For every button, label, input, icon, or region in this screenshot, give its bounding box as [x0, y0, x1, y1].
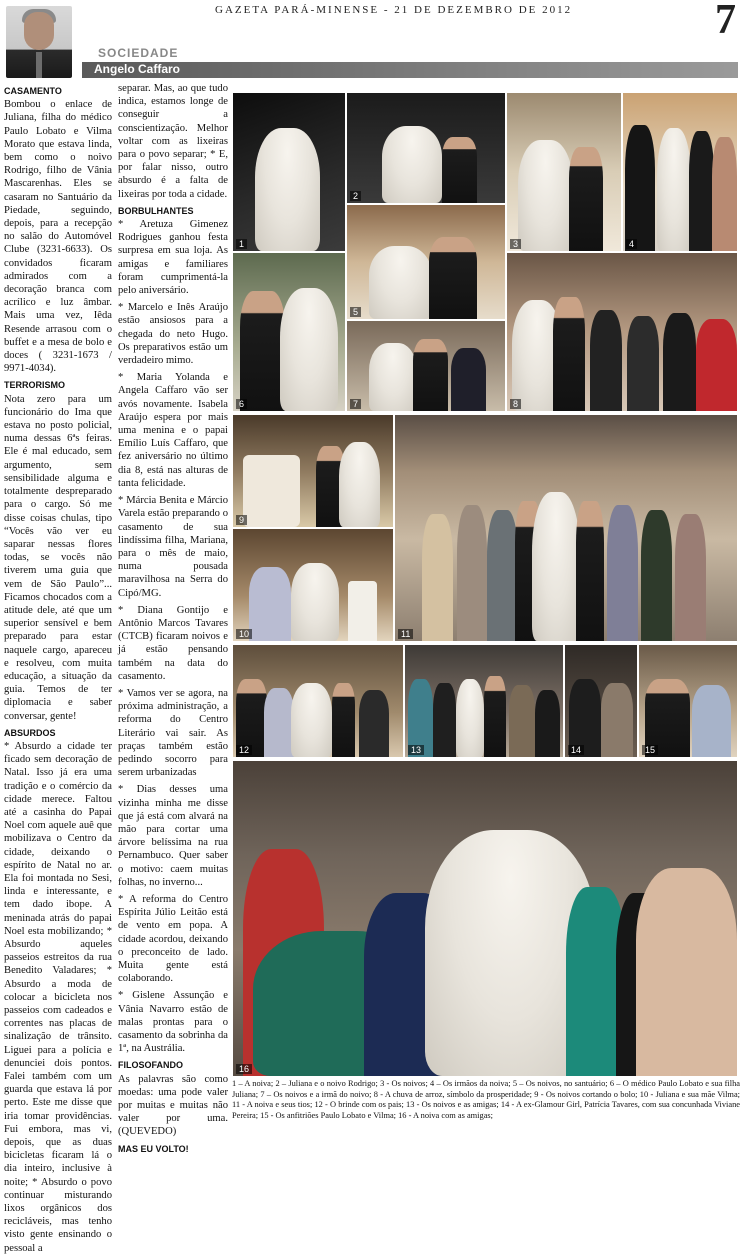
guest-figure [641, 510, 672, 641]
note-item: * Marcelo e Inês Araújo estão ansiosos para a chegada do neto Hugo. Os preparativos estão um verdadeiro mimo. [118, 302, 228, 367]
note-item: * Vamos ver se agora, na próxima administração, a reforma do Centro Literário vai sair. As praças também estão pedindo socorro para serem urbanizadas [118, 687, 228, 779]
photo-5 [346, 204, 506, 320]
note-item: * Maria Yolanda e Angela Caffaro vão ser avós novamente. Isabela Araújo espera por mais uma menina e o papai Emílio Luís Caffaro, que fez aniversário no último dia 8, está nas alturas de tanta felicidade. [118, 372, 228, 489]
paragraph-continuation: separar. Mas, ao que tudo indica, estamos longe de conseguir a conscientização. Melhor voltar com as lixeiras para o povo separar; * E, por falar nisso, outro absurdo é a falta de lixeiras por toda a cidade. [118, 83, 228, 200]
heading-filosofando: FILOSOFANDO [118, 1060, 183, 1071]
photo-7 [346, 320, 506, 412]
photo-number: 12 [236, 745, 252, 755]
paragraph-absurdos: * Absurdo a cidade ter ficado sem decoração de Natal. Isso já era uma tradição e o comércio da cidade merece. Faltou até a casinha do Papai Noel com aquele auê que mobilizava o Centro da cidade, deixando o espírito de Natal no ar. Ela foi montada no Sesi, linda e interessante, e tem dado ibope. A meninada atrás do papai Noel esta mobilizando; * Absurdo aqueles passeios estreitos da rua Benedito Valadares; * Absurdo a moda de colocar a bicicleta nos passeios com cadeados e correntes nas placas de sinalização de trânsito. Liguei para a polícia e denunciei dois pontos. Falei também com um guarda que estava lá por perto. Este me disse que iria tomar providências. Fui embora, mas vi, depois, que as duas bicicletas ficaram lá o dia inteiro, inclusive à noite; * Absurdo o povo continuar misturando lixos orgânicos dos recicláveis, mas tenho visto gente ensinando o pessoal a [4, 740, 112, 1254]
guest-figure-beige [636, 868, 737, 1076]
note-item: * Aretuza Gimenez Rodrigues ganhou festa surpresa em sua loja. As amigas e familiares foram cumprimentá-la pelo aniversário. [118, 219, 228, 297]
heading-casamento: CASAMENTO [4, 86, 62, 96]
groom-figure [413, 339, 448, 411]
photo-number: 1 [236, 239, 247, 249]
guest-figure [457, 505, 488, 641]
photo-4 [622, 92, 738, 252]
author-name: Angelo Caffaro [94, 62, 181, 76]
columnist-portrait [6, 6, 72, 78]
masthead [0, 0, 750, 82]
guest-figure [689, 131, 714, 251]
photo-number: 4 [626, 239, 637, 249]
bride-figure [280, 288, 338, 411]
hostess-figure [692, 685, 731, 757]
photo-number: 2 [350, 191, 361, 201]
bride-figure [456, 679, 484, 757]
guest-figure [627, 316, 659, 411]
photo-6 [232, 252, 346, 412]
groom-figure [484, 676, 506, 757]
bride-figure [532, 492, 580, 641]
bride-figure [291, 563, 339, 641]
guest-figure [607, 505, 638, 641]
photo-10 [232, 528, 394, 642]
photo-11 [394, 414, 738, 642]
photo-12 [232, 644, 404, 758]
uncle-figure [576, 501, 603, 641]
note-item: * Dias desses uma vizinha minha me disse que já está com alvará na mão para cortar uma árvore belíssima na rua Pernambuco. Quer saber o motivo: caem muitas folhas, no inverno... [118, 784, 228, 888]
photo-number: 16 [236, 1064, 252, 1074]
photo-number: 9 [236, 515, 247, 525]
bride-figure [518, 140, 573, 251]
newspaper-dateline: GAZETA PARÁ-MINENSE - 21 DE DEZEMBRO DE 2012 [215, 4, 573, 16]
father-figure [240, 291, 285, 411]
groom-figure [553, 297, 585, 411]
photo-number: 11 [398, 629, 413, 639]
photo-number: 14 [568, 745, 584, 755]
guest-figure [509, 685, 534, 757]
photo-16 [232, 760, 738, 1077]
quote-paragraph: As palavras são como moedas: uma pode valer por muitas e muitas não valer por uma. (QUEVEDO) [118, 1073, 228, 1138]
note-item: * Gislene Assunção e Vânia Navarro estão de malas prontas para o casamento da sobrinha da 1ª, na Austrália. [118, 990, 228, 1055]
section-title: SOCIEDADE [98, 46, 179, 60]
note-item: * A reforma do Centro Espírita Júlio Leitão está de vento em popa. A cidade acordou, deixando o preconceito de lado. Muita gente está colaborando. [118, 893, 228, 985]
guest-figure [601, 683, 633, 757]
photo-13 [404, 644, 564, 758]
note-item: * Diana Gontijo e Antônio Marcos Tavares (CTCB) ficaram noivos e já estão pensando também na data do casamento. [118, 604, 228, 682]
guest-figure [590, 310, 622, 411]
groom-figure [332, 683, 356, 757]
bride-figure [255, 128, 320, 251]
bride-figure [657, 128, 691, 251]
photo-number: 15 [642, 745, 658, 755]
wedding-cake [348, 581, 377, 641]
text-column-2 [118, 82, 228, 1156]
photo-number: 13 [408, 745, 424, 755]
heading-borbulhantes: BORBULHANTES [118, 205, 194, 216]
portrait-face [24, 12, 54, 50]
signoff: MAS EU VOLTO! [118, 1143, 189, 1154]
author-bar [82, 62, 738, 78]
guest-figure [625, 125, 655, 251]
portrait-tie [36, 52, 42, 78]
groom-figure [429, 237, 476, 319]
guest-figure [422, 514, 453, 641]
cake-table [243, 455, 301, 527]
bride-figure [291, 683, 332, 757]
photo-captions: 1 – A noiva; 2 – Juliana e o noivo Rodrigo; 3 - Os noivos; 4 – Os irmãos da noiva; 5 – Os noivos, no santuário; 6 – O médico Paulo Lobato e sua filha Juliana; 7 – Os noivos e a irmã do noivo; 8 - A chuva de arroz, símbolo da prosperidade; 9 - Os noivos cortando o bolo; 10 - Juliana e sua mãe Vilma; 11 - A noiva e seus tios; 12 - O brinde com os pais; 13 - Os noivos e as amigas; 14 - A ex-Glamour Girl, Patrícia Tavares, com sua concunhada Viviane Pereira; 15 - Os anfitriões Paulo Lobato e Vilma; 16 - A noiva com as amigas; [232, 1079, 740, 1120]
photo-15 [638, 644, 738, 758]
photo-number: 6 [236, 399, 247, 409]
photo-9 [232, 414, 394, 528]
guest-figure [712, 137, 737, 251]
bride-figure [369, 246, 432, 319]
guest-figure [535, 690, 560, 757]
guest-figure-red-dress [696, 319, 737, 411]
guest-figure [663, 313, 695, 411]
bride-figure [339, 442, 381, 527]
photo-number: 8 [510, 399, 521, 409]
photo-14 [564, 644, 638, 758]
photo-number: 7 [350, 399, 361, 409]
guest-figure [433, 683, 455, 757]
bride-figure [369, 343, 416, 411]
photo-3 [506, 92, 622, 252]
paragraph-casamento: Bombou o enlace de Juliana, filha do médico Paulo Lobato e Vilma Morato que estava linda, bem como o noivo Rodrigo, filho de Vânia Mascarenhas. Eles se casaram no Santuário da Piedade, seguindo, depois, para a recepção no salão do Automóvel Clube (3231-6633). Os convidados ficaram admirados com a decoração branca com acrílico e luz âmbar. Mais uma vez, Iêda Resende arrasou com o buffet e a mesa de bolo e doces ( 3231-1673 / 9971-4034). [4, 99, 112, 375]
photo-2 [346, 92, 506, 204]
heading-absurdos: ABSURDOS [4, 727, 56, 738]
photo-number: 10 [236, 629, 252, 639]
heading-terrorismo: TERRORISMO [4, 380, 66, 391]
page-number: 7 [715, 0, 736, 43]
guest-figure [487, 510, 518, 641]
photo-collage [232, 92, 738, 1077]
guest-figure [359, 690, 390, 757]
photo-8 [506, 252, 738, 412]
guest-figure [451, 348, 486, 411]
photo-number: 3 [510, 239, 521, 249]
mother-figure [264, 688, 295, 757]
groom-figure [569, 147, 603, 251]
photo-1 [232, 92, 346, 252]
text-column-1 [4, 82, 112, 1259]
groom-figure [442, 137, 477, 203]
bride-figure [382, 126, 442, 203]
photo-number: 5 [350, 307, 361, 317]
note-item: * Márcia Benita e Márcio Varela estão preparando o casamento de sua lindíssima filha, Mariana, para o mês de maio, numa pousada maravilhosa na Serra do Cipó/MG. [118, 495, 228, 599]
guest-figure [675, 514, 706, 641]
mother-figure [249, 567, 291, 641]
paragraph-terrorismo: Nota zero para um funcionário do Ima que estava no posto policial, numa dessas 6ªs feiras. Ele é mal educado, sem argumento, sem sensibilidade alguma e totalmente despreparado para o cargo. Só me disse coisas chulas, tipo “Vocês vão ver eu saparar nessas flores todas, se vocês não tiverem uma guia que vem de São Paulo”... Ficamos chocados com a atitude dele, até que um superior sensível e bem preparado para estar naquele cargo, apareceu e resolveu, com muita educação, a situação da guia. Temos de ter diplomacia e saber conversar, gente! [4, 393, 112, 722]
